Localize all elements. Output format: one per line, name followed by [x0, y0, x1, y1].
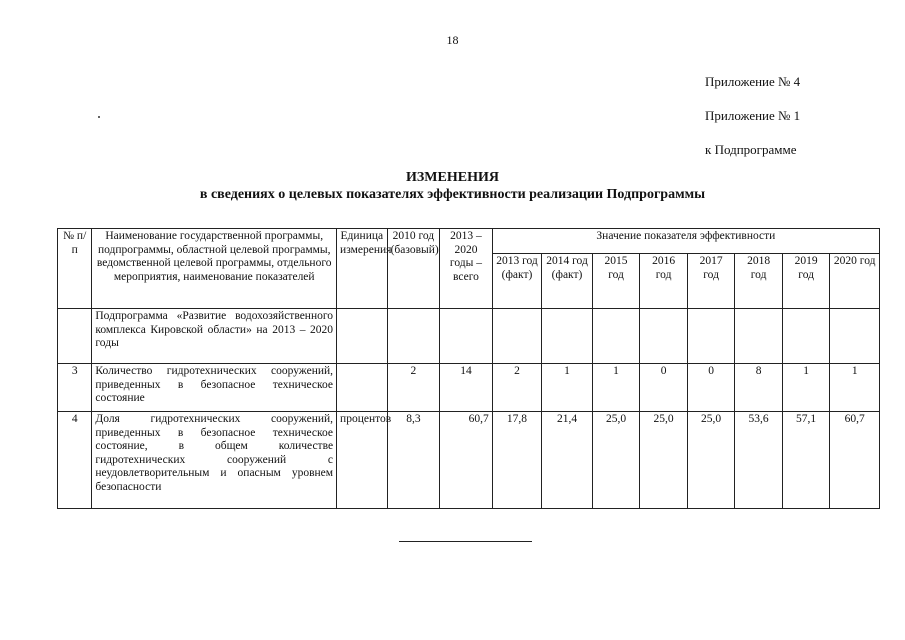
- cell-unit: [337, 364, 388, 412]
- cell-value: 57,1: [782, 412, 830, 509]
- cell-value: [492, 309, 542, 364]
- cell-value: 25,0: [687, 412, 735, 509]
- table-header-row: [58, 229, 880, 254]
- table-row: [58, 309, 880, 364]
- header-unit: Единица измерения: [337, 229, 388, 309]
- cell-base: 2: [387, 364, 440, 412]
- cell-value: 1: [542, 364, 593, 412]
- cell-value: [592, 309, 640, 364]
- header-base-year: 2010 год (базовый): [387, 229, 440, 309]
- table-row: [58, 412, 880, 509]
- cell-value: 1: [782, 364, 830, 412]
- stray-dot: [98, 116, 100, 118]
- cell-base: [387, 309, 440, 364]
- cell-total: 14: [440, 364, 493, 412]
- cell-value: 1: [592, 364, 640, 412]
- cell-value: [735, 309, 783, 364]
- cell-num: [58, 309, 92, 364]
- header-year: 2016 год: [640, 254, 688, 309]
- header-year: 2020 год: [830, 254, 880, 309]
- cell-value: 0: [687, 364, 735, 412]
- cell-total: 60,7: [440, 412, 493, 509]
- cell-base: 8,3: [387, 412, 440, 509]
- header-year: 2018 год: [735, 254, 783, 309]
- cell-value: 25,0: [592, 412, 640, 509]
- appendix-line-3: к Подпрограмме: [705, 142, 797, 157]
- header-total: 2013 – 2020 годы – всего: [440, 229, 493, 309]
- cell-num: 3: [58, 364, 92, 412]
- cell-value: [640, 309, 688, 364]
- cell-num: 4: [58, 412, 92, 509]
- cell-value: 2: [492, 364, 542, 412]
- header-values-group: Значение показателя эффективности: [492, 229, 879, 254]
- appendix-line-1: Приложение № 4: [705, 74, 801, 89]
- document-subtitle: в сведениях о целевых показателях эффективности реализации Подпрограммы: [199, 187, 706, 202]
- cell-value: 0: [640, 364, 688, 412]
- cell-value: [782, 309, 830, 364]
- table-row: [58, 364, 880, 412]
- cell-name: Подпрограмма «Развитие водохозяйственного комплекса Кировской области» на 2013 – 2020 годы: [92, 309, 337, 364]
- cell-value: [830, 309, 880, 364]
- cell-value: 1: [830, 364, 880, 412]
- cell-unit: [337, 309, 388, 364]
- cell-value: 21,4: [542, 412, 593, 509]
- header-year: 2019 год: [782, 254, 830, 309]
- header-year: 2014 год (факт): [542, 254, 593, 309]
- cell-unit: процентов: [337, 412, 388, 509]
- cell-name: Доля гидротехнических сооружений, приведенных в безопасное техническое состояние, в общем количестве гидротехнических сооружений с неудовлетворительным и опасным уровнем безопасности: [92, 412, 337, 509]
- appendix-line-2: Приложение № 1: [705, 108, 801, 123]
- document-title: ИЗМЕНЕНИЯ: [406, 170, 499, 185]
- header-name: Наименование государственной программы, подпрограммы, областной целевой программы, ведомственной целевой программы, отдельного мероприятия, наименование показателей: [92, 229, 337, 309]
- cell-value: 25,0: [640, 412, 688, 509]
- cell-total: [440, 309, 493, 364]
- cell-value: 60,7: [830, 412, 880, 509]
- cell-value: 17,8: [492, 412, 542, 509]
- header-year: 2013 год (факт): [492, 254, 542, 309]
- cell-value: 53,6: [735, 412, 783, 509]
- header-year: 2015 год: [592, 254, 640, 309]
- cell-name: Количество гидротехнических сооружений, приведенных в безопасное техническое состояние: [92, 364, 337, 412]
- indicators-table: [57, 228, 880, 509]
- cell-value: [542, 309, 593, 364]
- cell-value: [687, 309, 735, 364]
- page-number: 18: [446, 33, 459, 47]
- header-num: № п/п: [58, 229, 92, 309]
- header-year: 2017 год: [687, 254, 735, 309]
- cell-value: 8: [735, 364, 783, 412]
- closing-rule: [399, 541, 532, 542]
